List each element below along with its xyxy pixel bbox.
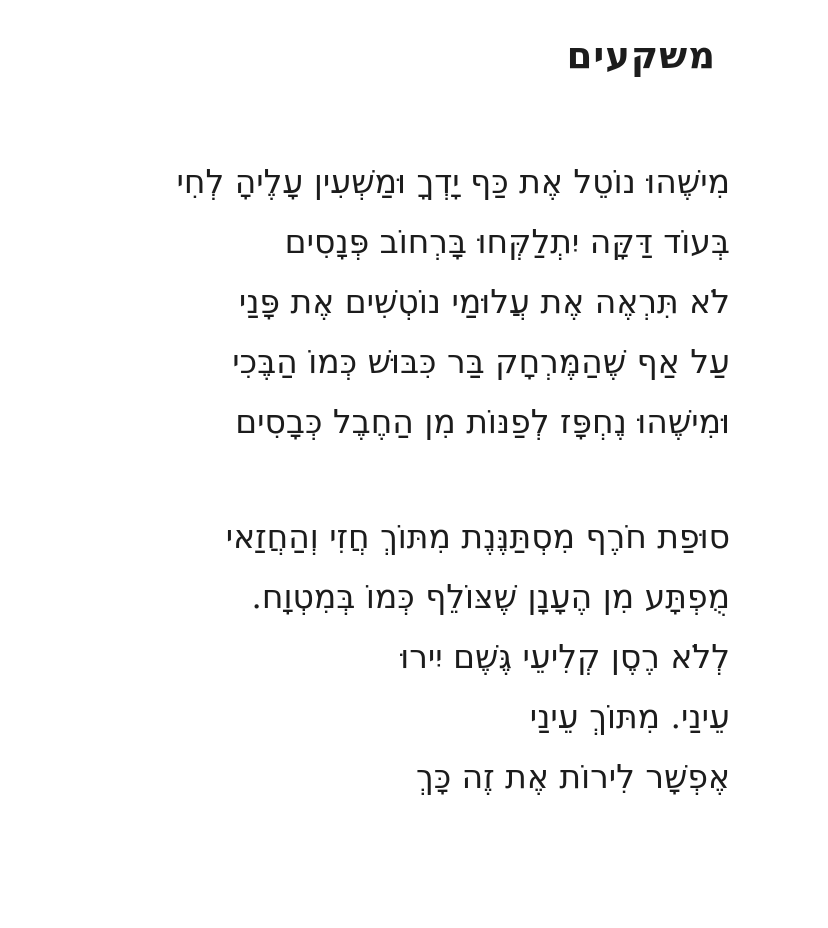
poem-line: לְלֹא רֶסֶן קְלִיעֵי גֶּשֶׁם יִירוּ xyxy=(400,637,730,676)
poem-stanza-1 xyxy=(36,152,730,452)
poem-line: עַל אַף שֶׁהַמֶּרְחָק בַּר כִּבּוּשׁ כְּמוֹ הַבֶּכִי xyxy=(232,342,730,381)
poem-line: בְּעוֹד דַּקָּה יִתְלַקְּחוּ בָּרְחוֹב פְּנָסִים xyxy=(284,222,730,261)
poem-line: לֹא תִּרְאֶה אֶת עֲלוּמַי נוֹטְשִׁים אֶת פָּנַי xyxy=(238,282,730,321)
poem-line: סוּפַת חֹרֶף מִסְתַּנֶּנֶת מִתּוֹךְ חֲזִי וְהַחֲזַאי xyxy=(225,517,730,556)
poem-line: מֻפְתָּע מִן הֶעָנָן שֶׁצּוֹלֵף כְּמוֹ בְּמִטְוָח. xyxy=(251,577,730,616)
poem-line: וּמִישֶׁהוּ נֶחְפָּז לְפַנּוֹת מִן הַחֶבֶל כְּבָסִים xyxy=(235,402,730,441)
poem-title: משקעים xyxy=(566,33,716,77)
poem-line: מִישֶׁהוּ נוֹטֵל אֶת כַּף יָדְךָ וּמַשְׁעִין עָלֶיהָ לְחִי xyxy=(176,162,730,201)
poem-stanza-2 xyxy=(36,507,730,807)
poem-line: עֵינַי. מִתּוֹךְ עֵינַי xyxy=(529,697,730,736)
poem-line: אֶפְשָׁר לִירוֹת אֶת זֶה כָּךְ xyxy=(416,757,730,796)
